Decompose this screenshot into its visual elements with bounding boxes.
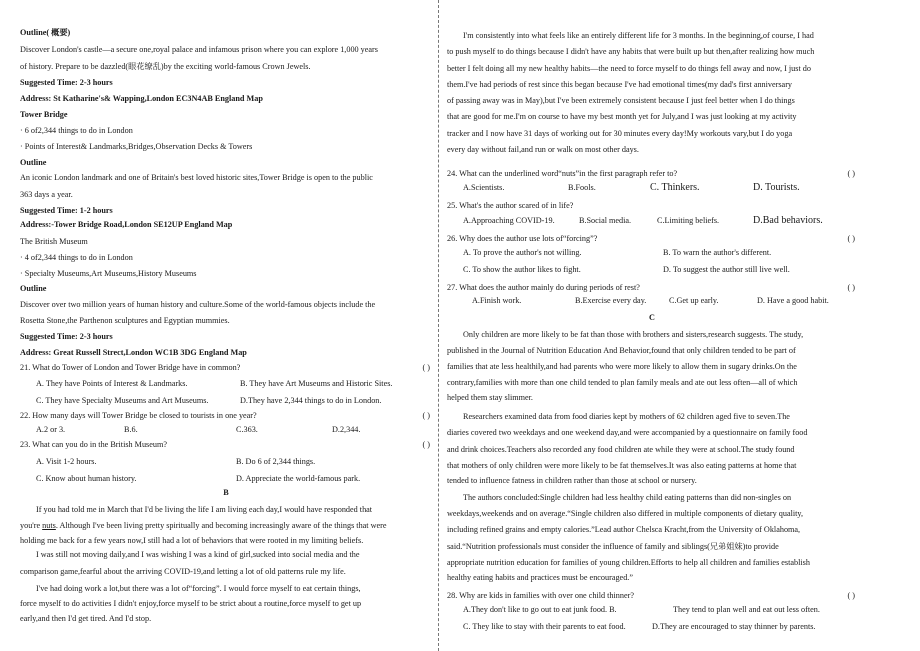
heading-line: Address: St Katharine's& Wapping,London EC3N4AB England Map [20,94,263,103]
heading-line: Tower Bridge [20,110,68,119]
passage-line: said.“Nutrition professionals must consider the influence of family and siblings(兄弟姐妹)to provide [447,542,779,551]
question-stem: 25. What's the author scared of in life? [447,201,574,210]
option-d: D.Bad behaviors. [753,215,823,226]
text-line: · 6 of2,344 things to do in London [20,126,133,135]
option-d: D.They have 2,344 things to do in London. [240,396,382,405]
passage-text: . Although I've been living pretty spiritually and becoming increasingly aware of the things that were [55,521,387,530]
question-stem: 26. Why does the author use lots of“forcing”? ( ) [447,234,855,243]
option-a: A. Visit 1-2 hours. [36,457,97,466]
passage-text: you're [20,521,43,530]
option-b: B.6. [124,425,138,434]
text-line: Discover over two million years of human history and culture.Some of the world-famous objects include the [20,300,376,309]
passage-line: force myself to do activities I didn't enjoy,force myself to be strict about a routine,force myself to get up [20,599,362,608]
passage-line: and drink choices.Teachers also recorded any food children ate while they were at school.The study found [447,445,795,454]
passage-line: families that ate less healthily,and had parents who were more likely to allow them in sugary drinks.On the [447,362,797,371]
passage-line: them.I've had periods of rest since this began because I've had emotional times(my dad's first anniversary [447,80,793,89]
option-b: B.Fools. [568,183,596,192]
question-stem: 23. What can you do in the British Museum? ( ) [20,440,430,449]
passage-line: better I felt doing all my new healthy habits—the need to force myself to do things fell away and now, I just do [447,64,811,73]
passage-line: I was still not moving daily,and I was wishing I was a kind of girl,sucked into social media and the [36,550,360,559]
passage-line: that mothers of only children were more likely to be fat themselves.It was also eating patterns at home that [447,461,797,470]
option-c: C.363. [236,425,258,434]
passage-line: tended to influence fatness in children rather than those at school or nursery. [447,476,697,485]
passage-line [20,521,432,531]
text-line: · Specialty Museums,Art Museums,History Museums [20,269,197,278]
option-d: D. To suggest the author still live well. [663,265,790,274]
passage-line: Only children are more likely to be fat than those with brothers and sisters,research suggests. The study, [463,330,804,339]
passage-line: every day without fail,and run or walk on most other days. [447,145,639,154]
passage-line: comparison game,fearful about the arriving COVID-19,and letting a lot of old patterns rule my life. [20,567,346,576]
option-c: C. They have Specialty Museums and Art Museums. [36,396,209,405]
option-b: B. To warn the author's different. [663,248,772,257]
question-stem: 21. What do Tower of London and Tower Bridge have in common? ( ) [20,363,430,372]
answer-blank: ( ) [847,591,855,600]
heading-line: Outline( 概要) [20,28,71,37]
option-d: D. Have a good habit. [757,296,829,305]
passage-line: early,and then I'd get tired. And I'd stop. [20,614,152,623]
passage-line: contrary,families with more than one child tended to plan family meals and ate out less often—all of which [447,378,798,387]
option-b: B.Social media. [579,216,632,225]
option-c: C. Thinkers. [650,182,700,193]
heading-line: Suggested Time: 1-2 hours [20,206,113,215]
column-divider [438,0,439,651]
left-column [20,0,432,651]
passage-line: If you had told me in March that I'd be living the life I am living each day,I would have responded that [36,505,373,514]
option-a: A.2 or 3. [36,425,66,434]
heading-line: Suggested Time: 2-3 hours [20,78,113,87]
option-a: A.They don't like to go out to eat junk food. B. [463,605,617,614]
option-d: D. Tourists. [753,182,800,193]
option-b: B. They have Art Museums and Historic Sites. [240,379,393,388]
section-label: B [223,488,229,497]
heading-line: Address: Great Russell Strect,London WC1B 3DG England Map [20,348,247,357]
option-a: A.Finish work. [472,296,522,305]
passage-line: appropriate nutrition education for families of young children.Efforts to help all children and families establish [447,558,810,567]
passage-line: diaries covered two weekdays and one weekend day,and were accompanied by a questionnaire on family food [447,428,808,437]
passage-line: Researchers examined data from food diaries kept by mothers of 62 children aged five to seven.The [463,412,790,421]
answer-blank: ( ) [847,234,855,243]
passage-line: of passing away was in May),but I've been extremely consistent because I just feel better when I do things [447,96,795,105]
passage-line: that are good for me.I'm on course to have my best month yet for July,and I was just looking at my activity [447,112,797,121]
answer-blank: ( ) [422,363,430,372]
passage-line: I've had doing work a lot,but there was a lot of“forcing”. I would force myself to eat certain things, [36,584,361,593]
answer-blank: ( ) [847,283,855,292]
question-stem: 28. Why are kids in families with over one child thinner? ( ) [447,591,855,600]
option-c: C. They like to stay with their parents to eat food. [463,622,626,631]
option-a: A. They have Points of Interest & Landmarks. [36,379,188,388]
heading-line: Outline [20,284,47,293]
text-line: An iconic London landmark and one of Britain's best loved historic sites,Tower Bridge is open to the public [20,173,373,182]
answer-blank: ( ) [847,169,855,178]
text-line: of history. Prepare to be dazzled(眼花缭乱)by the exciting world-famous Crown Jewels. [20,62,311,71]
passage-line: I'm consistently into what feels like an entirely different life for 3 months. In the beginning,of course, I had [463,31,814,40]
passage-line: weekdays,weekends and on average.“Single children also differed in multiple components of dietary quality, [447,509,804,518]
option-a: A.Scientists. [463,183,505,192]
answer-blank: ( ) [422,411,430,420]
passage-line: to push myself to do things because I didn't have any habits that were built up but then,after realizing how much [447,47,815,56]
option-d: D.2,344. [332,425,361,434]
text-line: Discover London's castle—a secure one,royal palace and infamous prison where you can explore 1,000 years [20,45,378,54]
right-column [447,0,857,651]
question-stem: 24. What can the underlined word“nuts”in the first paragraph refer to? ( ) [447,169,855,178]
passage-line: tracker and I now have 31 days of working out for 30 minutes every day!My workouts vary,but I do yoga [447,129,793,138]
text-line: 363 days a year. [20,190,73,199]
heading-line: Address:-Tower Bridge Road,London SE12UP England Map [20,220,233,229]
passage-line: The authors concluded:Single children had less healthy child eating patterns than did non-singles on [463,493,792,502]
option-d: D. Appreciate the world-famous park. [236,474,361,483]
option-c: C. To show the author likes to fight. [463,265,581,274]
option-b: B. Do 6 of 2,344 things. [236,457,316,466]
heading-line: Outline [20,158,47,167]
passage-line: holding me back for a few years now,I still had a lot of behaviors that were rooted in my limiting beliefs. [20,536,364,545]
passage-line: published in the Journal of Nutrition Education And Behavior,found that only children tended to be part of [447,346,796,355]
text-line: The British Museum [20,237,88,246]
underlined-word: nuts [42,521,56,530]
question-stem: 22. How many days will Tower Bridge be closed to tourists in one year? ( ) [20,411,430,420]
section-label: C [649,313,655,322]
option-c: C.Get up early. [669,296,719,305]
option-c: C.Limiting beliefs. [657,216,720,225]
question-stem: 27. What does the author mainly do during periods of rest? ( ) [447,283,855,292]
passage-line: including refined grains and empty calories.”Lead author Chelsca Kracht,from the University of Oklahoma, [447,525,801,534]
answer-blank: ( ) [422,440,430,449]
option-d: D.They are encouraged to stay thinner by parents. [652,622,816,631]
text-line: Rosetta Stone,the Parthenon sculptures and Egyptian mummies. [20,316,230,325]
text-line: · 4 of2,344 things to do in London [20,253,133,262]
option-b: B.Exercise every day. [575,296,647,305]
heading-line: Suggested Time: 2-3 hours [20,332,113,341]
option-c: C. Know about human history. [36,474,137,483]
passage-line: helped them stay slimmer. [447,393,533,402]
option-a: A. To prove the author's not willing. [463,248,582,257]
text-line: · Points of Interest& Landmarks,Bridges,Observation Decks & Towers [20,142,253,151]
option-a: A.Approaching COVID-19. [463,216,555,225]
option-b: They tend to plan well and eat out less often. [673,605,820,614]
passage-line: healthy eating habits and practices must be encouraged.” [447,573,633,582]
